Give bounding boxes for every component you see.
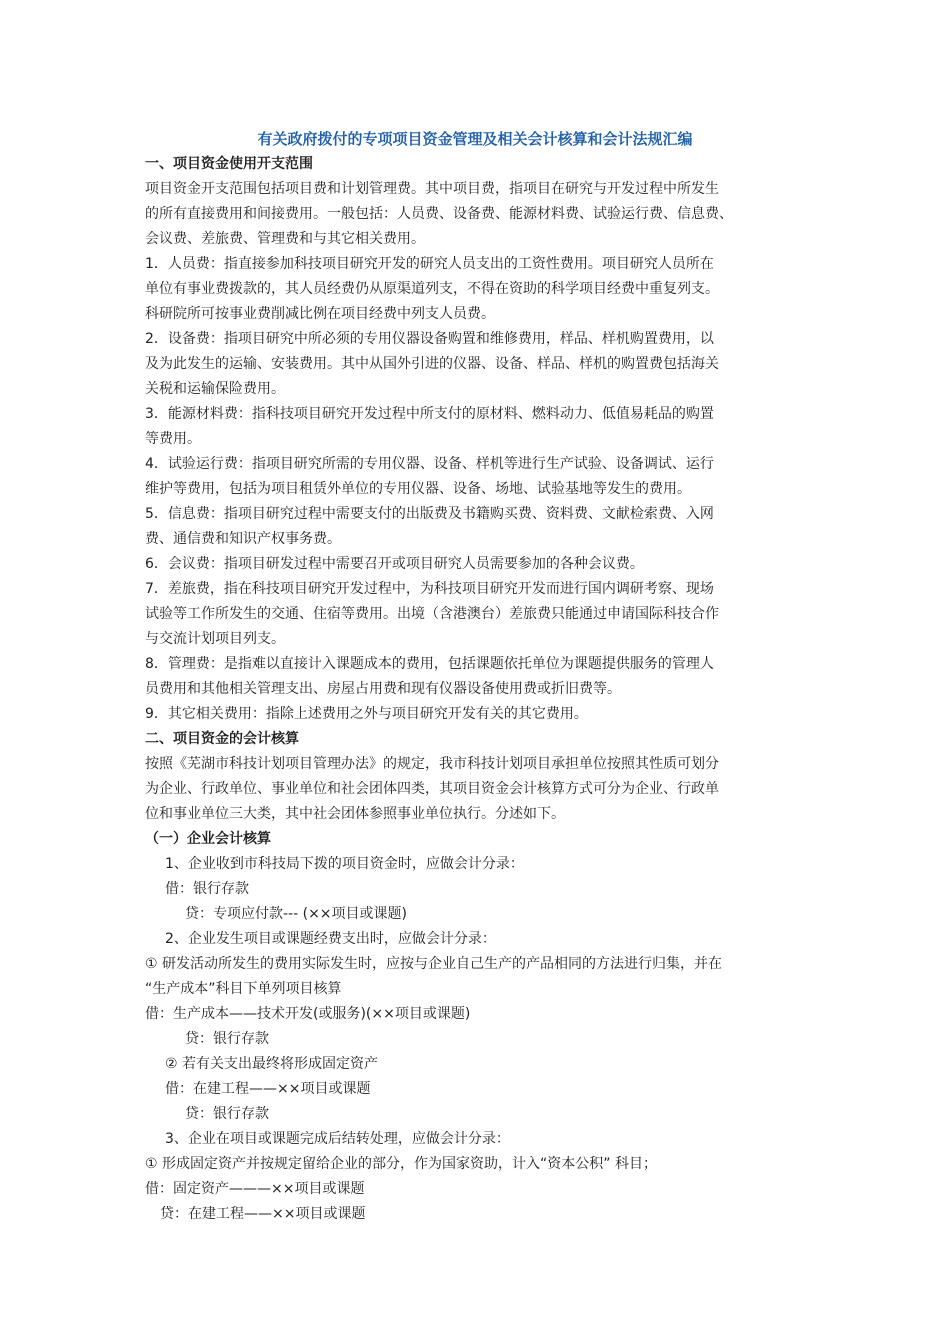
paragraph-line: 为企业、行政单位、事业单位和社会团体四类，其项目资金会计核算方式可分为企业、行政单	[145, 781, 719, 797]
document-body	[145, 152, 815, 1227]
journal-entry-line: 贷：银行存款	[185, 1106, 269, 1122]
paragraph-line: 科研院所可按事业费削减比例在项目经费中列支人员费。	[145, 306, 495, 322]
journal-entry-line: 借：生产成本——技术开发(或服务)(××项目或课题)	[145, 1006, 471, 1022]
section-heading: 一、项目资金使用开支范围	[145, 156, 313, 172]
paragraph-line: 按照《芜湖市科技计划项目管理办法》的规定，我市科技计划项目承担单位按照其性质可划分	[145, 756, 719, 772]
journal-entry-line: 贷：在建工程——××项目或课题	[160, 1206, 366, 1222]
journal-entry-line: 贷：专项应付款--- (××项目或课题)	[185, 906, 407, 922]
paragraph-line: “生产成本”科目下单列项目核算	[145, 981, 342, 997]
paragraph-line: 试验等工作所发生的交通、住宿等费用。出境（含港澳台）差旅费只能通过申请国际科技合作	[145, 606, 719, 622]
journal-entry-line: 借：在建工程——××项目或课题	[165, 1081, 371, 1097]
paragraph-line: 4．试验运行费：指项目研究所需的专用仪器、设备、样机等进行生产试验、设备调试、运行	[145, 456, 714, 472]
paragraph-line: 与交流计划项目列支。	[145, 631, 285, 647]
subsection-heading: （一）企业会计核算	[145, 831, 271, 847]
paragraph-line: 2、企业发生项目或课题经费支出时，应做会计分录：	[165, 931, 496, 947]
paragraph-line: 及为此发生的运输、安装费用。其中从国外引进的仪器、设备、样品、样机的购置费包括海关	[145, 356, 719, 372]
paragraph-line: 1、企业收到市科技局下拨的项目资金时，应做会计分录：	[165, 856, 524, 872]
journal-entry-line: 借：固定资产———××项目或课题	[145, 1181, 365, 1197]
paragraph-line: 员费用和其他相关管理支出、房屋占用费和现有仪器设备使用费或折旧费等。	[145, 681, 621, 697]
paragraph-line: 维护等费用，包括为项目租赁外单位的专用仪器、设备、场地、试验基地等发生的费用。	[145, 481, 691, 497]
paragraph-line: 9．其它相关费用：指除上述费用之外与项目研究开发有关的其它费用。	[145, 706, 588, 722]
journal-entry-line: 贷：银行存款	[185, 1031, 269, 1047]
section-heading: 二、项目资金的会计核算	[145, 731, 299, 747]
document-title: 有关政府拨付的专项项目资金管理及相关会计核算和会计法规汇编	[257, 130, 693, 148]
paragraph-line: 3．能源材料费：指科技项目研究开发过程中所支付的原材料、燃料动力、低值易耗品的购置	[145, 406, 714, 422]
paragraph-line: 会议费、差旅费、管理费和与其它相关费用。	[145, 231, 425, 247]
paragraph-line: 6．会议费：指项目研发过程中需要召开或项目研究人员需要参加的各种会议费。	[145, 556, 644, 572]
paragraph-line: 的所有直接费用和间接费用。一般包括：人员费、设备费、能源材料费、试验运行费、信息费、	[145, 206, 733, 222]
paragraph-line: 5．信息费：指项目研究过程中需要支付的出版费及书籍购买费、资料费、文献检索费、入网	[145, 506, 714, 522]
paragraph-line: 费、通信费和知识产权事务费。	[145, 531, 341, 547]
journal-entry-line: 借：银行存款	[165, 881, 249, 897]
paragraph-line: 单位有事业费拨款的，其人员经费仍从原渠道列支，不得在资助的科学项目经费中重复列支。	[145, 281, 719, 297]
paragraph-line: ① 形成固定资产并按规定留给企业的部分，作为国家资助，计入“资本公积” 科目；	[145, 1156, 657, 1172]
paragraph-line: ② 若有关支出最终将形成固定资产	[165, 1056, 379, 1072]
paragraph-line: 项目资金开支范围包括项目费和计划管理费。其中项目费，指项目在研究与开发过程中所发生	[145, 181, 719, 197]
paragraph-line: 1．人员费：指直接参加科技项目研究开发的研究人员支出的工资性费用。项目研究人员所在	[145, 256, 714, 272]
paragraph-line: 等费用。	[145, 431, 201, 447]
paragraph-line: ① 研发活动所发生的费用实际发生时，应按与企业自己生产的产品相同的方法进行归集，并在	[145, 956, 722, 972]
paragraph-line: 3、企业在项目或课题完成后结转处理，应做会计分录：	[165, 1131, 510, 1147]
paragraph-line: 2．设备费：指项目研究中所必须的专用仪器设备购置和维修费用，样品、样机购置费用，以	[145, 331, 714, 347]
paragraph-line: 8．管理费：是指难以直接计入课题成本的费用，包括课题依托单位为课题提供服务的管理人	[145, 656, 714, 672]
paragraph-line: 7．差旅费，指在科技项目研究开发过程中，为科技项目研究开发而进行国内调研考察、现场	[145, 581, 714, 597]
paragraph-line: 关税和运输保险费用。	[145, 381, 285, 397]
paragraph-line: 位和事业单位三大类，其中社会团体参照事业单位执行。分述如下。	[145, 806, 565, 822]
